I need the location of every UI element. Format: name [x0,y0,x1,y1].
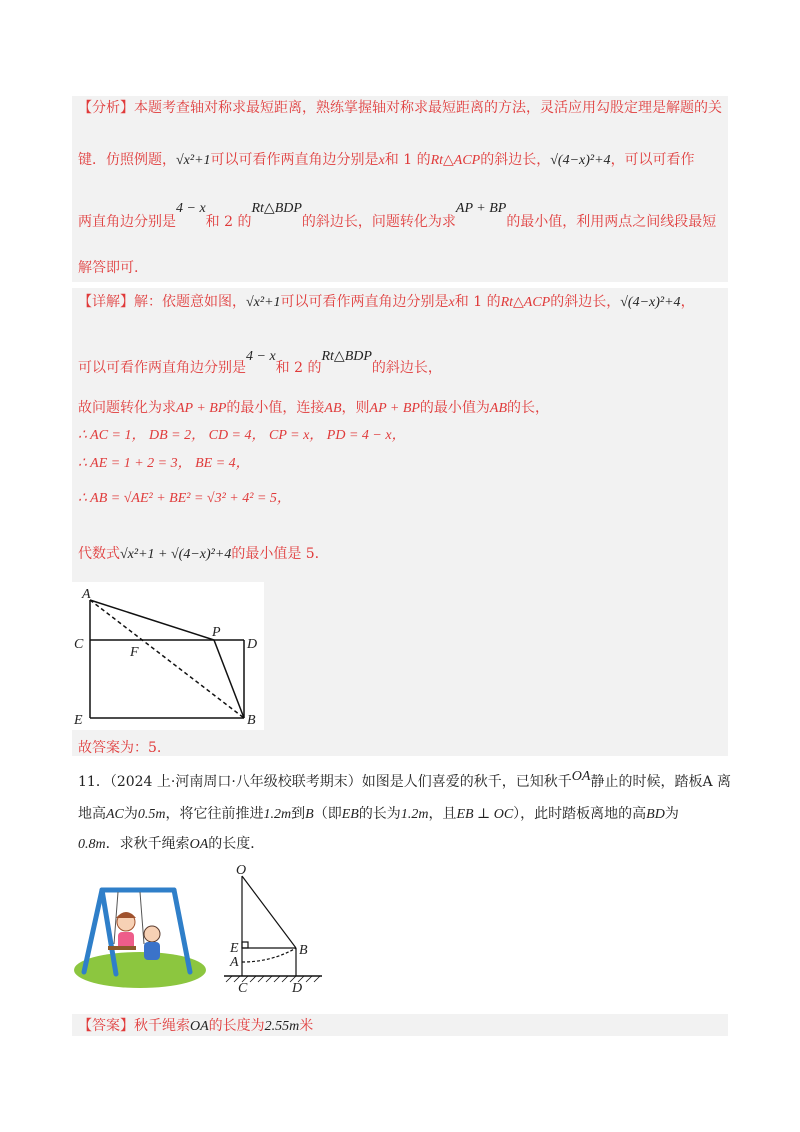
text: 的最小值，利用两点之间线段最短 [506,214,717,230]
text: 两直角边分别是 [78,214,176,230]
text: 的长度为 [208,1018,265,1034]
text: 可以可看作两直角边分别是 [78,360,246,376]
text: 的最小值，连接 [226,400,325,416]
text: ，且 [428,806,457,822]
text: ，则 [341,400,370,416]
text: 和 2 的 [275,360,322,376]
label-A: A [230,955,239,970]
label-B: B [247,713,256,728]
final-answer-line [78,1016,313,1037]
math: x [378,153,385,168]
math: + [154,547,171,562]
detail-answer: 故答案为：5. [78,740,162,756]
text: 静止的时候，踏板A 离 [590,774,732,790]
text: 的最小值为 [419,400,490,416]
child-boy-body [144,942,160,960]
label-O: O [236,863,247,878]
math: OA [190,1019,209,1034]
math: BD [646,807,665,822]
swing-seat [108,946,136,950]
question-11-line-3 [78,834,264,855]
question-11-line-1 [78,769,732,793]
math: B [305,807,314,822]
text: 的斜边长，问题转化为求 [301,214,456,230]
math-sqrt: √3² + 4² [206,491,254,506]
detail-line-3 [78,398,549,419]
text: 解：依题意如图， [134,294,246,310]
math: 1.2m [400,807,429,822]
label-E: E [74,713,83,728]
math: AB [489,401,508,416]
math-sqrt: √x²+1 [246,295,281,310]
math: Rt△BDP [251,201,302,216]
math: Rt△ACP [500,295,551,310]
math: EB ⊥ OC [456,807,514,822]
text: 11．（2024 上·河南周口·八年级校联考期末）如图是人们喜爱的秋千，已知秋千 [78,774,572,790]
math: AP + BP [455,201,507,216]
math: = 5， [253,491,291,506]
text: 地高 [78,806,106,822]
math: Rt△BDP [321,349,372,364]
text: （即 [313,806,342,822]
analysis-line-4 [78,258,138,278]
math: AB [324,401,342,416]
right-angle-mark [242,942,248,948]
math: AP + BP [369,401,420,416]
math: OA [189,837,209,852]
text: 的斜边长， [480,152,551,168]
arc-AB [242,948,296,962]
math: 4 − x [176,201,206,216]
label-A: A [82,587,91,602]
math-sqrt: √(4−x)²+4 [171,547,232,562]
text: 为 [664,806,679,822]
question-11-line-2 [78,804,679,825]
text: 可以可看作两直角边分别是 [280,294,449,310]
text: 键．仿照例题， [78,152,176,168]
geometry-figure-1 [72,582,264,730]
math-sqrt: √(4−x)²+4 [620,295,681,310]
math: 0.5m [137,807,166,822]
text: 和 1 的 [454,294,501,310]
detail-line-4: ∴ AC = 1， DB = 2， CD = 4， CP = x， PD = 4 − x， [78,428,406,443]
label-D: D [247,637,258,652]
text: 解答即可. [78,260,139,276]
label-D: D [292,981,303,994]
math: AC [106,807,124,822]
text: 的斜边长， [550,294,621,310]
segment-OB [242,876,296,948]
label-E: E [230,941,239,956]
detail-tag: 【详解】 [78,294,134,310]
analysis-tag: 【分析】 [78,100,134,116]
text: 秋千绳索 [134,1018,190,1034]
math: 2.55m [264,1019,300,1034]
math-sqrt: √(4−x)²+4 [550,153,611,168]
text: 的长度． [208,836,265,852]
text: ，可以可看作 [610,152,695,168]
math-sqrt: √x²+1 [176,153,211,168]
text: 和 1 的 [384,152,431,168]
analysis-line-3 [78,201,717,233]
text: 和 2 的 [205,214,252,230]
detail-line-2 [78,349,442,379]
math: AP + BP [176,401,227,416]
label-P: P [212,625,221,640]
math: OA [571,769,591,784]
swing-rope [140,892,144,944]
analysis-line-2 [78,150,695,171]
detail-line-5: ∴ AE = 1 + 2 = 3， BE = 4， [78,456,250,471]
label-C: C [238,981,248,994]
text: ），此时踏板离地的高 [513,806,647,822]
label-B: B [299,943,308,958]
math-sqrt: √AE² + BE² [123,491,191,506]
swing-illustration [70,880,210,990]
answer-tag: 【答案】 [78,1018,134,1034]
text: 的长， [507,400,550,416]
detail-line-1 [78,292,695,313]
math: Rt△ACP [430,153,481,168]
text: 代数式 [78,546,120,562]
math: ∴ AB = [78,491,124,506]
math: 0.8m [78,837,106,852]
text: 米 [299,1018,314,1034]
text: 故问题转化为求 [78,400,176,416]
text: 到 [291,806,306,822]
text: 的长为 [358,806,401,822]
text: 的最小值是 5. [231,546,320,562]
math: = [190,491,207,506]
math: EB [341,807,359,822]
analysis-line-1 [78,98,722,118]
math-sqrt: √x²+1 [120,547,155,562]
label-F: F [130,645,139,660]
text: ， [680,294,695,310]
text: ，将它往前推进 [165,806,264,822]
detail-line-7 [78,544,319,565]
math: 4 − x [246,349,276,364]
text: 可以可看作两直角边分别是 [210,152,379,168]
child-girl-hair [116,912,136,918]
math: x [448,295,455,310]
math: 1.2m [263,807,292,822]
child-boy-head [144,926,160,942]
text: 的斜边长， [371,360,442,376]
analysis-block [72,96,728,282]
text: ．求秋千绳索 [105,836,190,852]
label-C: C [74,637,84,652]
detail-line-6 [78,488,291,509]
text: 为 [123,806,138,822]
geometry-figure-2 [224,862,328,994]
analysis-text-1: 本题考查轴对称求最短距离，熟练掌握轴对称求最短距离的方法，灵活应用勾股定理是解题的关 [134,100,722,116]
